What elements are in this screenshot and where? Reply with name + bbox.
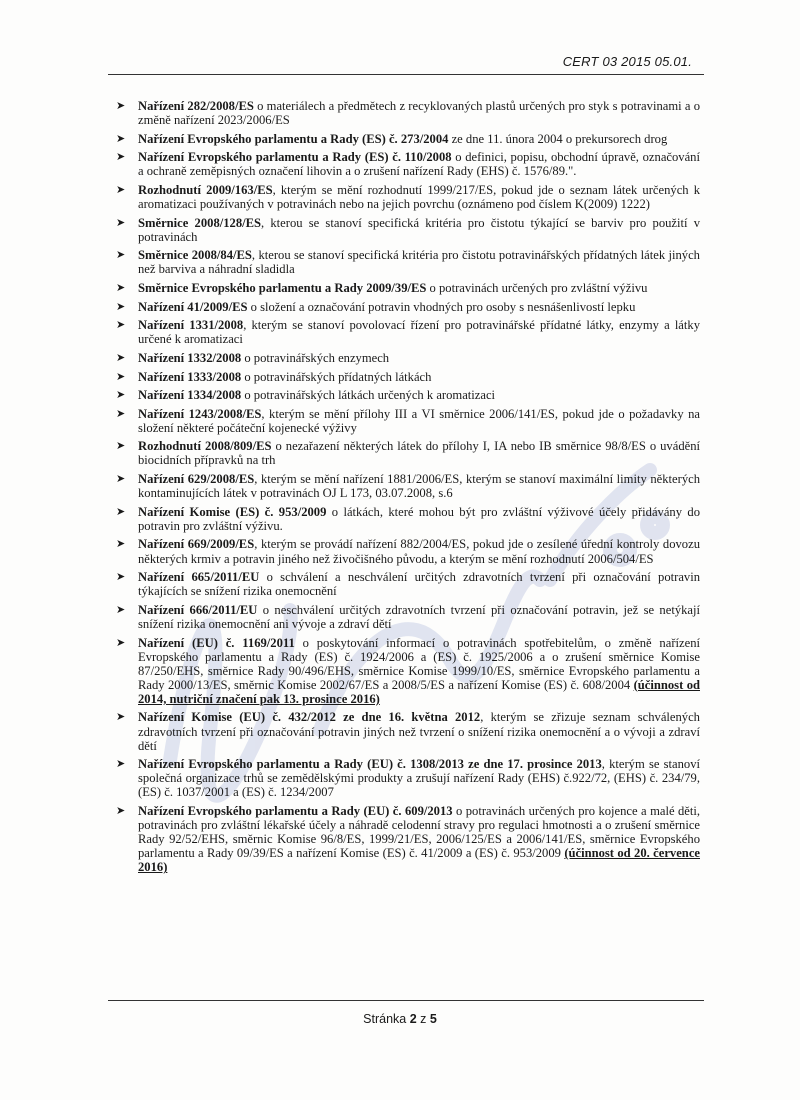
regulation-description: , kterou se stanoví specifická kritéria pro čistotu potravinářských přídatných látek jiných než barviva a náhradní sladidla [138, 248, 700, 277]
footer-rule [108, 1000, 704, 1001]
regulation-description: , kterým se mění přílohy III a VI směrnice 2006/141/ES, pokud jde o požadavky na složení některé počáteční kojenecké výživy [138, 406, 700, 435]
list-item [116, 99, 700, 127]
regulation-description: o poskytování informací o potravinách spotřebitelům, o změně nařízení Evropského parlamentu a Rady (ES) č. 1924/2006 a (ES) č. 1925/2006 a o zrušení směrnice Komise 87/250/EHS, směrnice Rady 90/496/EHS, směrnice Komise 1999/10/ES, směrnice Evropského parlamentu a Rady 2000/13/ES, směrnic Komise 2002/67/ES a 2008/5/ES a nařízení Komise (ES) č. 608/2004 [138, 635, 700, 692]
footer-middle: z [416, 1012, 430, 1026]
arrow-bullet-icon: ➤ [116, 757, 126, 771]
arrow-bullet-icon: ➤ [116, 537, 126, 551]
list-item [116, 388, 700, 402]
arrow-bullet-icon: ➤ [116, 504, 126, 518]
list-item [116, 710, 700, 752]
list-item [116, 300, 700, 314]
regulation-description: o neschválení určitých zdravotních tvrzení při označování potravin, jež se netýkají snížení rizika onemocnění ani vývoje a zdraví dětí [138, 602, 701, 631]
list-item [116, 472, 700, 500]
arrow-bullet-icon: ➤ [116, 131, 126, 145]
regulation-title: Nařízení 1334/2008 [138, 388, 242, 403]
arrow-bullet-icon: ➤ [116, 635, 126, 649]
arrow-bullet-icon: ➤ [116, 388, 126, 402]
document-code: CERT 03 2015 05.01. [562, 54, 692, 69]
regulation-list [116, 99, 700, 879]
regulation-description: , kterou se stanoví specifická kritéria pro čistotu týkající se barviv pro použití v potravinách [138, 215, 700, 244]
regulation-description: o potravinářských látkách určených k aromatizaci [241, 388, 496, 403]
arrow-bullet-icon: ➤ [116, 472, 126, 486]
regulation-description: o potravinách určených pro kojence a malé děti, potravinách pro zvláštní lékařské účely a náhradě celodenní stravy pro regulaci hmotnosti a o zrušení směrnice Rady 92/52/EHS, směrnic Komise 96/8/ES, 1999/21/ES, 2006/125/ES a 2006/141/ES, směrnice Evropského parlamentu a Rady 09/39/ES a nařízení Komise (ES) č. 41/2009 a (ES) č. 953/2009 [138, 804, 701, 861]
regulation-description: o materiálech a předmětech z recyklovaných plastů určených pro styk s potravinami a o změně nařízení 2023/2006/ES [138, 99, 700, 128]
effective-date-note: (účinnost od 20. července 2016) [138, 846, 700, 875]
arrow-bullet-icon: ➤ [116, 99, 126, 112]
effective-date-note: (účinnost od 2014, nutriční značení pak 13. prosince 2016) [138, 677, 700, 706]
regulation-description: , kterým se zřizuje seznam schválených zdravotních tvrzení při označování potravin jiných než tvrzení o snížení rizika onemocnění a o vývoji a zdraví dětí [138, 710, 700, 753]
regulation-title: Nařízení (EU) č. 1169/2011 [138, 635, 295, 650]
regulation-title: Nařízení Komise (ES) č. 953/2009 [138, 504, 327, 519]
regulation-description: , kterým se stanoví společná organizace trhů se zemědělskými produkty a zrušují nařízení Rady (EHS) č.922/72, (EHS) č. 234/79, (ES) č. 1037/2001 a (ES) č. 1234/2007 [138, 757, 700, 800]
footer-prefix: Stránka [363, 1012, 410, 1026]
regulation-description: ze dne 11. února 2004 o prekursorech drog [448, 131, 668, 146]
regulation-title: Nařízení Evropského parlamentu a Rady (EU) č. 609/2013 [138, 804, 453, 819]
list-item [116, 570, 700, 598]
regulation-title: Nařízení 666/2011/EU [138, 602, 258, 617]
regulation-description: , kterým se mění nařízení 1881/2006/ES, kterým se stanoví maximální limity některých kontaminujících látek v potravinách OJ L 173, 03.07.2008, s.6 [138, 472, 701, 501]
regulation-description: , kterým se mění rozhodnutí 1999/217/ES, pokud jde o seznam látek určených k aromatizaci používaných v potravinách nebo na jejich povrchu (oznámeno pod číslem K(2009) 1222) [138, 182, 701, 212]
header-rule [108, 74, 704, 75]
list-item [116, 370, 700, 384]
list-item [116, 150, 700, 178]
regulation-description: o potravinách určených pro zvláštní výživu [426, 281, 648, 296]
list-item [116, 351, 700, 365]
arrow-bullet-icon: ➤ [116, 182, 126, 196]
list-item [116, 636, 700, 706]
regulation-description: o potravinářských enzymech [241, 350, 390, 365]
regulation-description: o potravinářských přídatných látkách [241, 369, 432, 384]
page-footer [0, 1012, 800, 1026]
regulation-title: Nařízení Komise (EU) č. 432/2012 ze dne 16. května 2012 [138, 710, 481, 725]
list-item [116, 281, 700, 295]
arrow-bullet-icon: ➤ [116, 299, 126, 313]
regulation-title: Nařízení 1332/2008 [138, 350, 242, 365]
current-page-number: 2 [409, 1012, 417, 1026]
list-item [116, 183, 700, 211]
list-item [116, 318, 700, 346]
regulation-title: Nařízení Evropského parlamentu a Rady (ES) č. 110/2008 [138, 150, 452, 165]
regulation-description: , kterým se stanoví povolovací řízení pro potravinářské přídatné látky, enzymy a látky určené k aromatizaci [138, 318, 700, 347]
regulation-title: Nařízení 669/2009/ES [138, 537, 255, 552]
arrow-bullet-icon: ➤ [116, 804, 126, 818]
regulation-description: o nezařazení některých látek do přílohy I, IA nebo IB směrnice 98/8/ES o uvádění biocidních přípravků na trh [138, 439, 700, 468]
arrow-bullet-icon: ➤ [116, 602, 126, 616]
regulation-title: Nařízení 665/2011/EU [138, 570, 260, 585]
regulation-description: o definici, popisu, obchodní úpravě, označování a ochraně zeměpisných označení lihovin a o zrušení nařízení Rady (EHS) č. 1576/89.". [138, 150, 700, 179]
regulation-title: Nařízení 1333/2008 [138, 369, 242, 384]
regulation-title: Nařízení 1243/2008/ES [138, 406, 262, 421]
regulation-title: Směrnice 2008/128/ES [138, 215, 262, 230]
regulation-title: Nařízení 282/2008/ES [138, 99, 254, 113]
total-pages-number: 5 [429, 1012, 437, 1026]
arrow-bullet-icon: ➤ [116, 318, 126, 332]
arrow-bullet-icon: ➤ [116, 439, 126, 453]
arrow-bullet-icon: ➤ [116, 215, 126, 229]
regulation-title: Směrnice 2008/84/ES [138, 248, 252, 263]
regulation-title: Rozhodnutí 2008/809/ES [138, 439, 272, 454]
list-item [116, 248, 700, 276]
list-item [116, 132, 700, 146]
list-item [116, 537, 700, 565]
regulation-title: Nařízení Evropského parlamentu a Rady (EU) č. 1308/2013 ze dne 17. prosince 2013 [138, 757, 602, 772]
regulation-description: o složení a označování potravin vhodných pro osoby s nesnášenlivostí lepku [247, 299, 636, 314]
arrow-bullet-icon: ➤ [116, 248, 126, 262]
arrow-bullet-icon: ➤ [116, 406, 126, 420]
list-item [116, 757, 700, 799]
regulation-description: o schválení a neschválení určitých zdravotních tvrzení při označování potravin týkajících se snížení rizika onemocnění [138, 570, 700, 599]
regulation-title: Nařízení Evropského parlamentu a Rady (ES) č. 273/2004 [138, 131, 449, 146]
regulation-description: o látkách, které mohou být pro zvláštní výživové účely přidávány do potravin pro zvláštní výživu. [138, 504, 701, 533]
regulation-description: , kterým se provádí nařízení 882/2004/ES, pokud jde o zesílené úřední kontroly dovozu některých krmiv a potravin jiného než živočišného původu, a kterým se mění rozhodnutí 2006/504/ES [138, 537, 700, 566]
list-item [116, 603, 700, 631]
regulation-title: Rozhodnutí 2009/163/ES [138, 182, 273, 197]
list-item [116, 439, 700, 467]
regulation-title: Směrnice Evropského parlamentu a Rady 2009/39/ES [138, 281, 427, 296]
list-item [116, 216, 700, 244]
regulation-title: Nařízení 629/2008/ES [138, 472, 255, 487]
arrow-bullet-icon: ➤ [116, 710, 126, 724]
arrow-bullet-icon: ➤ [116, 281, 126, 295]
list-item [116, 505, 700, 533]
regulation-title: Nařízení 1331/2008 [138, 318, 244, 333]
regulation-title: Nařízení 41/2009/ES [138, 299, 248, 314]
arrow-bullet-icon: ➤ [116, 350, 126, 364]
list-item [116, 804, 700, 874]
arrow-bullet-icon: ➤ [116, 570, 126, 584]
arrow-bullet-icon: ➤ [116, 369, 126, 383]
list-item [116, 407, 700, 435]
arrow-bullet-icon: ➤ [116, 150, 126, 164]
